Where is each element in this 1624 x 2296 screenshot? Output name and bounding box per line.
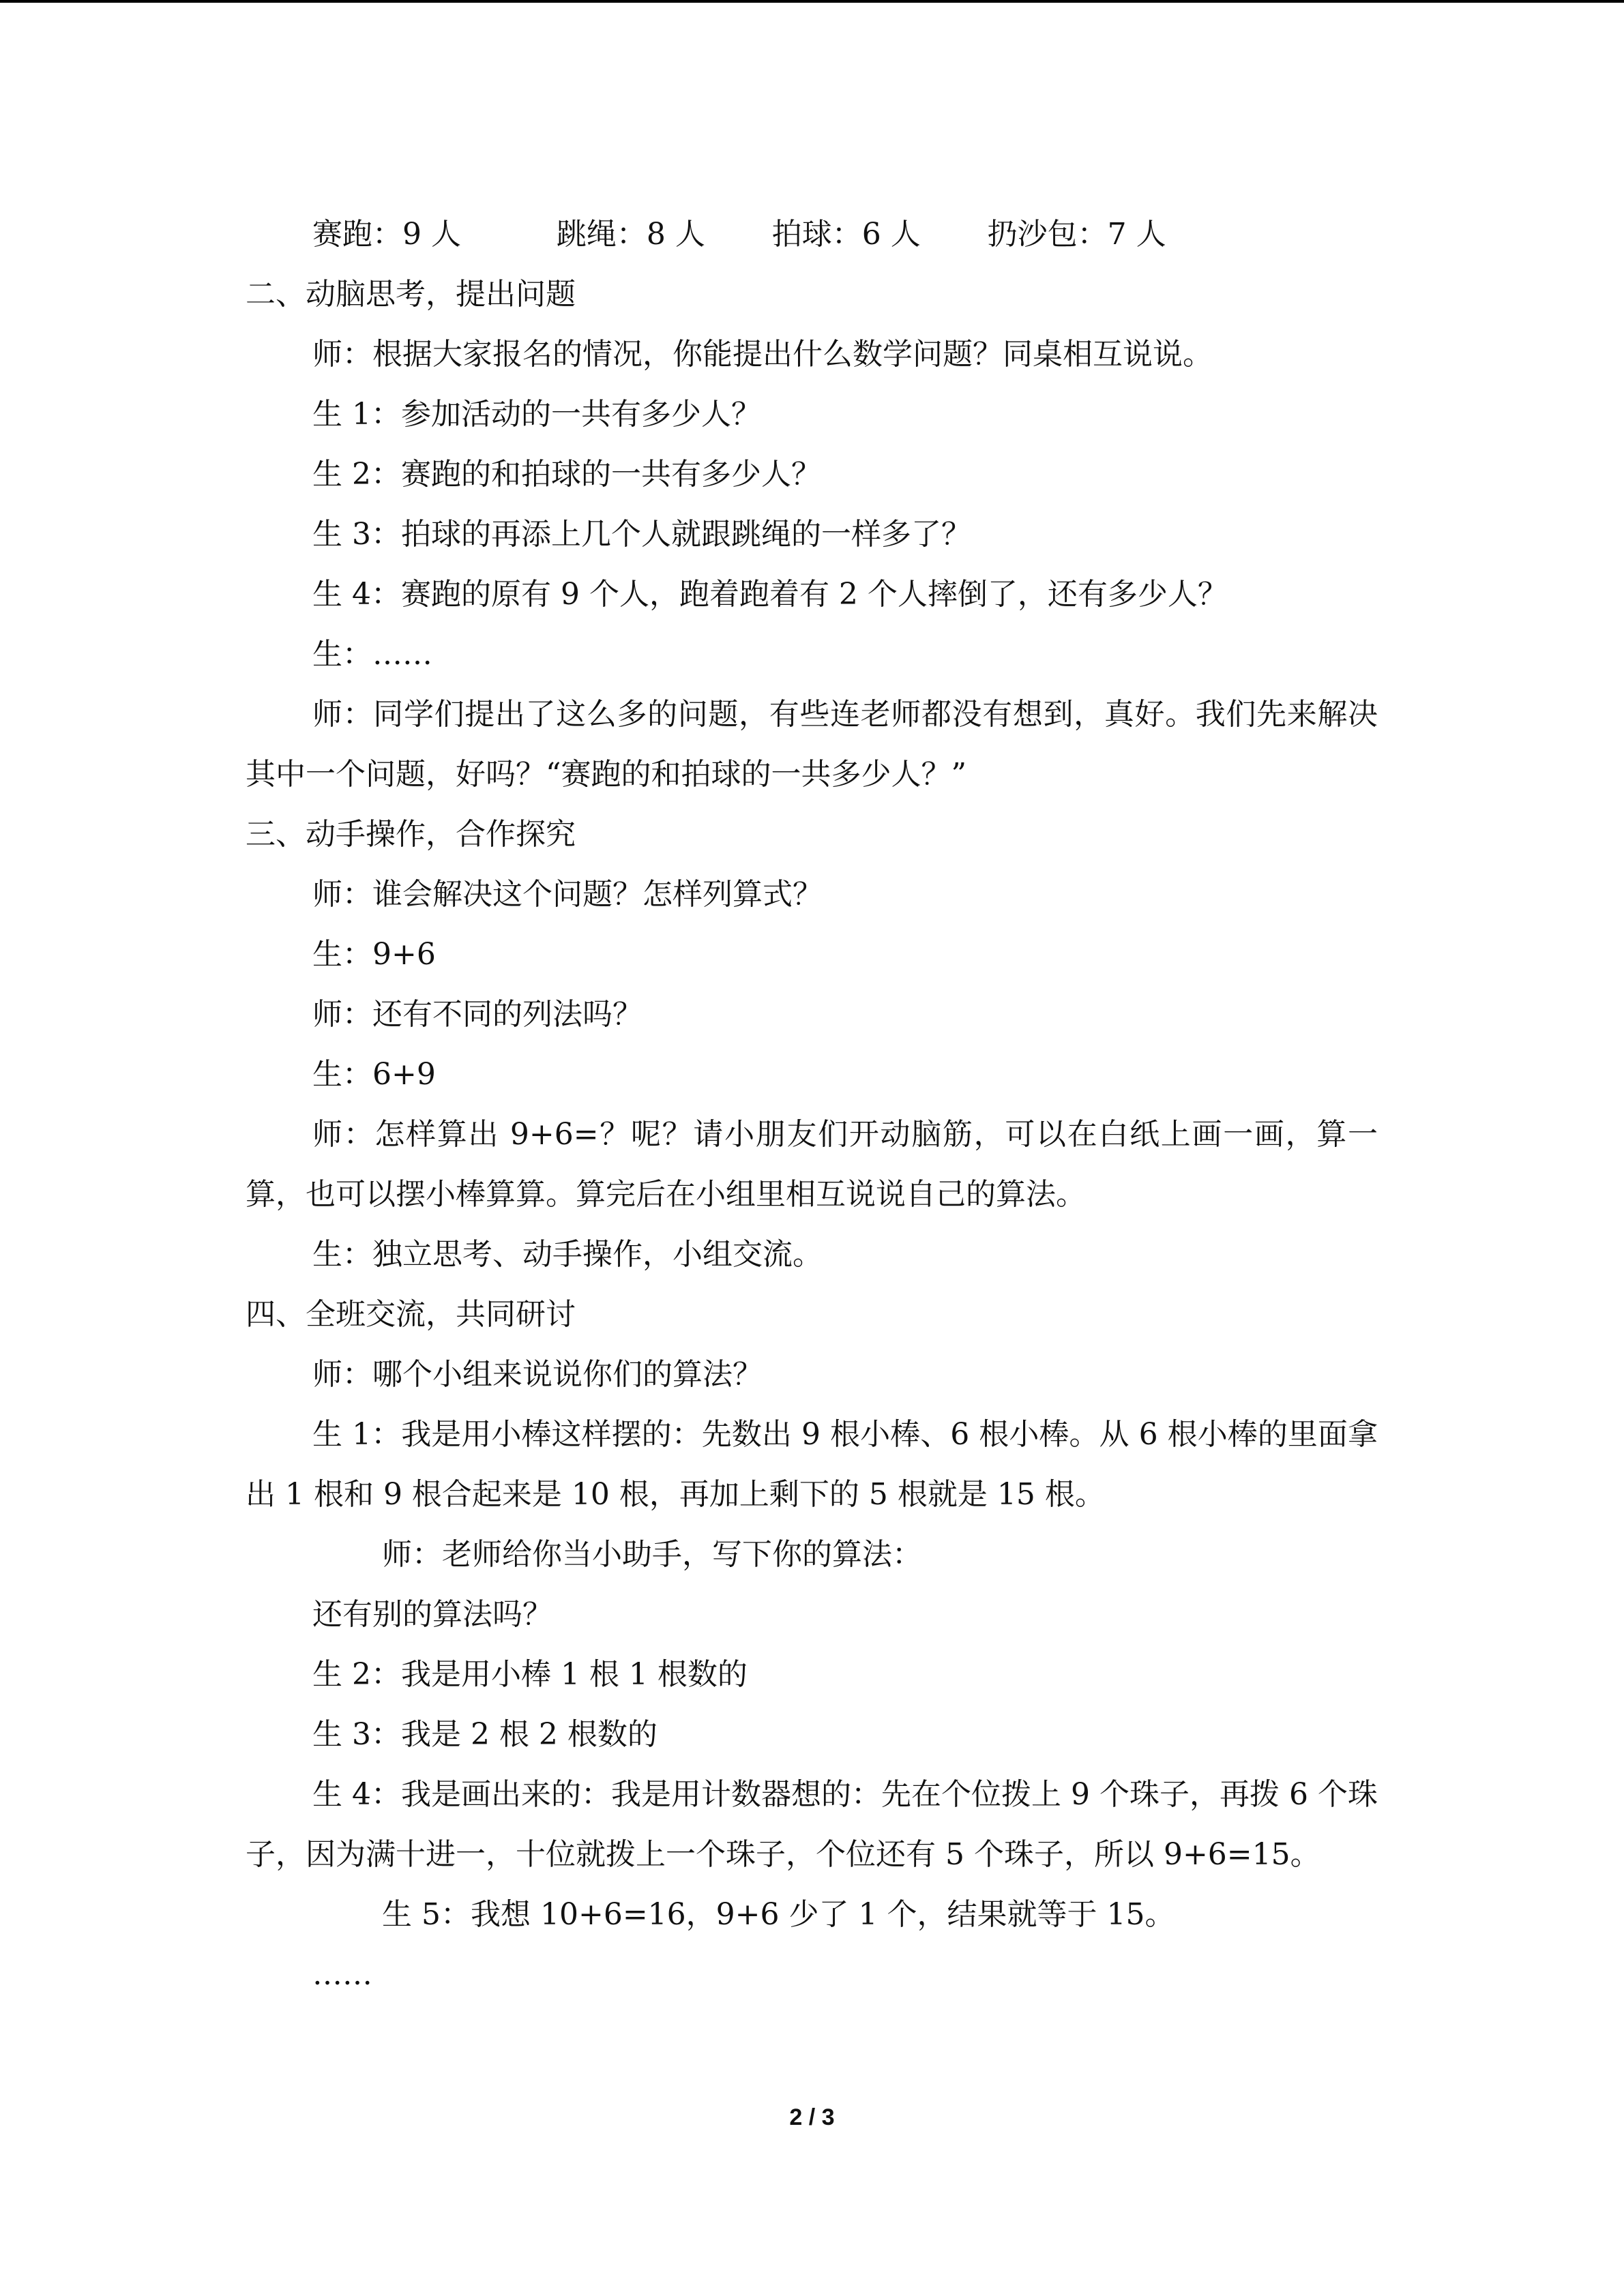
section-heading-4: 四、全班交流，共同研讨 [246,1297,576,1332]
ellipsis: …… [312,1957,372,1992]
paragraph: 生 5：我想 10+6=16，9+6 少了 1 个，结果就等于 15。 [382,1897,1175,1932]
paragraph: 生 4：赛跑的原有 9 个人，跑着跑着有 2 个人摔倒了，还有多少人？ [312,577,1228,612]
section-heading-2: 二、动脑思考，提出问题 [246,277,576,312]
paragraph: 还有别的算法吗？ [312,1597,552,1632]
document-body [246,205,1378,2005]
paragraph: 生：9+6 [312,937,436,972]
paragraph: 师：同学们提出了这么多的问题，有些连老师都没有想到，真好。我们先来解决其中一个问题，好吗？“赛跑的和拍球的一共多少人？” [246,697,1378,792]
paragraph: 师：哪个小组来说说你们的算法？ [312,1357,763,1392]
paragraph: 生：6+9 [312,1057,436,1092]
paragraph: 生 3：拍球的再添上几个人就跟跳绳的一样多了？ [312,517,971,552]
paragraph: 生 4：我是画出来的：我是用计数器想的：先在个位拨上 9 个珠子，再拨 6 个珠子，因为满十进一，十位就拨上一个珠子，个位还有 5 个珠子，所以 9+6=15。 [246,1777,1378,1872]
paragraph: 生 1：我是用小棒这样摆的：先数出 9 根小棒、6 根小棒。从 6 根小棒的里面拿出 1 根和 9 根合起来是 10 根，再加上剩下的 5 根就是 15 根。 [246,1417,1378,1512]
paragraph: 生：…… [312,637,432,672]
paragraph: 师：怎样算出 9+6=？呢？请小朋友们开动脑筋，可以在白纸上画一画，算一算，也可以摆小棒算算。算完后在小组里相互说说自己的算法。 [246,1117,1378,1212]
paragraph: 生：独立思考、动手操作，小组交流。 [312,1237,823,1272]
paragraph: 生 2：赛跑的和拍球的一共有多少人？ [312,457,821,492]
page-top-border [0,0,1624,3]
paragraph: 师：根据大家报名的情况，你能提出什么数学问题？同桌相互说说。 [312,337,1213,372]
registration-counts: 赛跑：9 人 跳绳：8 人 拍球：6 人 扔沙包：7 人 [312,217,1166,252]
paragraph: 生 1：参加活动的一共有多少人？ [312,397,761,432]
page-number: 2 / 3 [789,2104,835,2130]
section-heading-3: 三、动手操作，合作探究 [246,817,576,852]
paragraph: 师：谁会解决这个问题？怎样列算式？ [312,877,823,912]
paragraph: 生 2：我是用小棒 1 根 1 根数的 [312,1657,748,1692]
paragraph: 生 3：我是 2 根 2 根数的 [312,1717,658,1752]
paragraph: 师：老师给你当小助手，写下你的算法： [382,1537,922,1572]
paragraph: 师：还有不同的列法吗？ [312,997,643,1032]
